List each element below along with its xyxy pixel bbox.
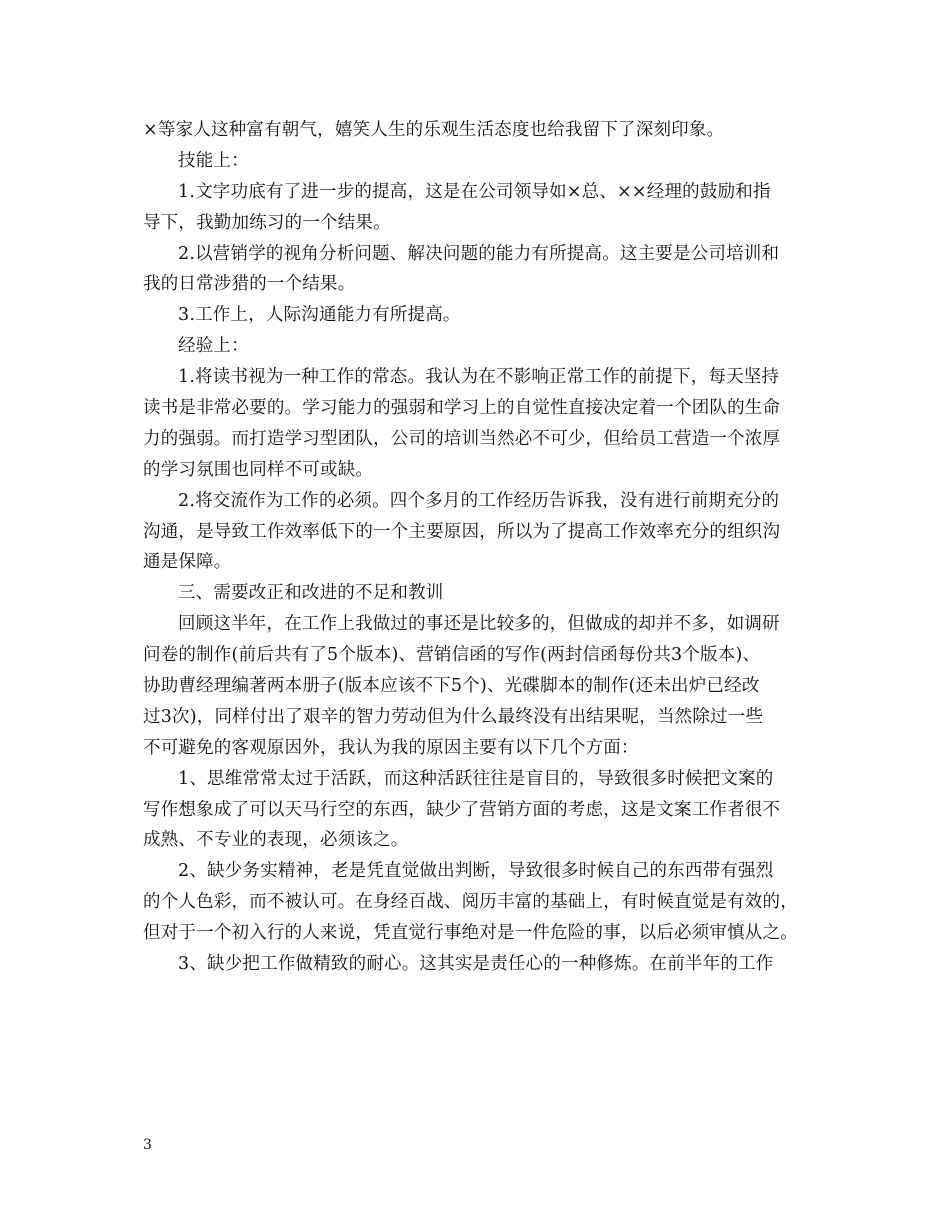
text-line: 过3次)，同样付出了艰辛的智力劳动但为什么最终没有出结果呢，当然除过一些 <box>143 706 764 727</box>
text-line: 我的日常涉猎的一个结果。 <box>143 274 356 295</box>
text-line: 1、思维常常太过于活跃，而这种活跃往往是盲目的，导致很多时候把文案的 <box>178 768 774 789</box>
text-line: 读书是非常必要的。学习能力的强弱和学习上的自觉性直接决定着一个团队的生命 <box>143 398 781 419</box>
text-line: 1.将读书视为一种工作的常态。我认为在不影响正常工作的前提下，每天坚持 <box>178 367 780 388</box>
text-line: 导下，我勤加练习的一个结果。 <box>143 212 391 233</box>
text-line: 技能上： <box>178 150 249 171</box>
text-line: 协助曹经理编著两本册子(版本应该不下5个)、光碟脚本的制作(还未出炉已经改 <box>143 676 760 697</box>
text-line: 1.文字功底有了进一步的提高，这是在公司领导如×总、××经理的鼓励和指 <box>178 181 771 202</box>
text-line: 问卷的制作(前后共有了5个版本)、营销信函的写作(两封信函每份共3个版本)、 <box>143 645 761 666</box>
text-line: 3、缺少把工作做精致的耐心。这其实是责任心的一种修炼。在前半年的工作 <box>178 954 774 975</box>
text-line: 通是保障。 <box>143 552 232 573</box>
text-line: 回顾这半年，在工作上我做过的事还是比较多的，但做成的却并不多，如调研 <box>178 614 780 635</box>
text-line: ×等家人这种富有朝气，嬉笑人生的乐观生活态度也给我留下了深刻印象。 <box>143 120 725 140</box>
document-body <box>143 115 823 980</box>
text-line: 成熟、不专业的表现，必须该之。 <box>143 830 409 851</box>
text-line: 沟通，是导致工作效率低下的一个主要原因，所以为了提高工作效率充分的组织沟 <box>143 521 781 542</box>
text-line: 力的强弱。而打造学习型团队，公司的培训当然必不可少，但给员工营造一个浓厚 <box>143 428 781 449</box>
text-line: 2、缺少务实精神，老是凭直觉做出判断，导致很多时候自己的东西带有强烈 <box>178 861 774 882</box>
text-line: 的个人色彩，而不被认可。在身经百战、阅历丰富的基础上，有时候直觉是有效的， <box>143 892 798 913</box>
text-line: 2.将交流作为工作的必须。四个多月的工作经历告诉我，没有进行前期充分的 <box>178 490 780 511</box>
text-line: 2.以营销学的视角分析问题、解决问题的能力有所提高。这主要是公司培训和 <box>178 243 780 264</box>
text-line: 但对于一个初入行的人来说，凭直觉行事绝对是一件危险的事，以后必须审慎从之。 <box>143 923 798 944</box>
text-line: 的学习氛围也同样不可或缺。 <box>143 459 374 480</box>
text-line: 三、需要改正和改进的不足和教训 <box>178 583 444 604</box>
text-line: 不可避免的客观原因外，我认为我的原因主要有以下几个方面： <box>143 737 639 758</box>
text-line: 3.工作上，人际沟通能力有所提高。 <box>178 305 461 326</box>
text-line: 写作想象成了可以天马行空的东西，缺少了营销方面的考虑，这是文案工作者很不 <box>143 799 781 820</box>
page-number: 3 <box>143 1137 152 1153</box>
text-line: 经验上： <box>178 336 249 357</box>
